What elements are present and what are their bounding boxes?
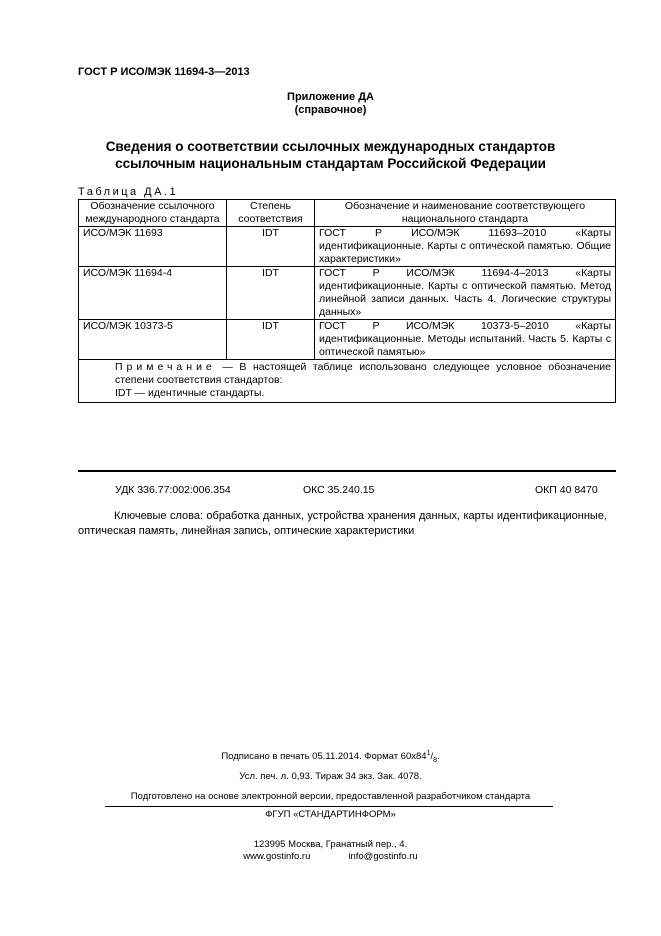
imprint-sheets: Усл. печ. л. 0,93. Тираж 34 экз. Зак. 4078.	[239, 771, 422, 782]
section-heading	[0, 138, 661, 172]
table-caption: Таблица ДА.1	[78, 186, 179, 198]
udk-code: УДК 336.77:002:006.354	[115, 484, 231, 496]
publisher-address: 123995 Москва, Гранатный пер., 4.	[253, 839, 408, 850]
email-link[interactable]: info@gostinfo.ru	[348, 851, 418, 862]
publisher-links	[0, 851, 661, 863]
table-row	[79, 320, 616, 360]
column-header-degree: Степень соответствия	[227, 200, 315, 227]
website-link[interactable]: www.gostinfo.ru	[243, 851, 311, 862]
heading-line-2: ссылочным национальным стандартам Российской Федерации	[115, 156, 546, 171]
table-row	[79, 267, 616, 320]
appendix-note: (справочное)	[294, 104, 367, 116]
appendix-heading	[0, 91, 661, 117]
cell-degree: IDT	[227, 320, 315, 360]
signed-text: Подписано в печать 05.11.2014. Формат 60х84	[221, 751, 427, 763]
keywords	[78, 509, 607, 539]
cell-degree: IDT	[227, 267, 315, 320]
cell-national: ГОСТ Р ИСО/МЭК 11694-4–2013 «Карты идентификационные. Карты с оптической памятью. Метод линейной записи данных. Часть 4. Логические структуры данных»	[315, 267, 616, 320]
imprint-signed: Подписано в печать 05.11.2014. Формат $60х84^1/_8$.	[221, 750, 440, 765]
publisher-contacts	[0, 839, 661, 863]
document-code: ГОСТ Р ИСО/МЭК 11694-3—2013	[78, 66, 250, 78]
column-header-national: Обозначение и наименование соответствующего национального стандарта	[315, 200, 616, 227]
column-header-intl: Обозначение ссылочного международного стандарта	[79, 200, 227, 227]
cell-national: ГОСТ Р ИСО/МЭК 10373-5–2010 «Карты идентификационные. Методы испытаний. Часть 5. Карты с оптической памятью»	[315, 320, 616, 360]
cell-intl: ИСО/МЭК 11693	[79, 227, 227, 267]
heading-line-1: Сведения о соответствии ссылочных международных стандартов	[105, 139, 556, 154]
table-row	[79, 227, 616, 267]
oks-code: ОКС 35.240.15	[303, 484, 375, 496]
note-line-1	[83, 361, 611, 387]
cell-degree: IDT	[227, 227, 315, 267]
keywords-text: Ключевые слова: обработка данных, устройства хранения данных, карты идентификационные, оптическая память, линейная запись, оптические характеристики	[78, 510, 607, 537]
appendix-title: Приложение ДА	[287, 91, 374, 103]
correspondence-table	[78, 199, 616, 403]
note-label: Примечание	[115, 361, 216, 373]
cell-intl: ИСО/МЭК 10373-5	[79, 320, 227, 360]
format-denominator: 8	[433, 757, 438, 765]
table-header-row	[79, 200, 616, 227]
signed-suffix: .	[437, 751, 440, 763]
horizontal-rule	[78, 470, 616, 472]
cell-national: ГОСТ Р ИСО/МЭК 11693–2010 «Карты идентификационные. Карты с оптической памятью. Общие характеристики»	[315, 227, 616, 267]
note-text: — В настоящей таблице использовано следующее условное обозначение степени соответствия стандартов:	[115, 361, 611, 386]
cell-intl: ИСО/МЭК 11694-4	[79, 267, 227, 320]
imprint-rule	[105, 806, 553, 807]
imprint-prepared: Подготовлено на основе электронной версии, предоставленной разработчиком стандарта	[130, 791, 531, 802]
okp-code: ОКП 40 8470	[535, 484, 598, 496]
table-note	[79, 360, 616, 403]
table-note-row	[79, 360, 616, 403]
format-numerator: 1	[426, 750, 431, 757]
publisher-name: ФГУП «СТАНДАРТИНФОРМ»	[265, 809, 396, 820]
note-idt: IDT — идентичные стандарты.	[115, 387, 265, 399]
